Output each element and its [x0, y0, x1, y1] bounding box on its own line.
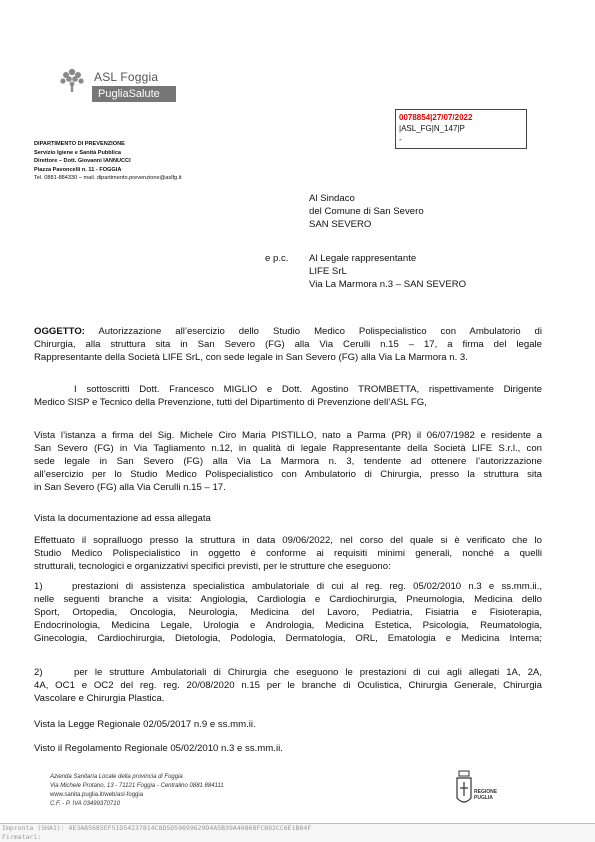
- text-line: per le strutture Ambulatoriali di Chirurgia che eseguono le prestazioni di cui agli allegati 1A, 2A,: [74, 667, 542, 678]
- director-name: Direttore – Dott. Giovanni IANNUCCI: [34, 158, 131, 165]
- region-line: REGIONE: [474, 789, 498, 795]
- subject-block: [34, 325, 542, 364]
- recipient-block: [309, 192, 424, 231]
- regione-puglia-label: [474, 789, 497, 801]
- imprint-hash: Impronta (SHA1): 4E3AB5685EF51D54237814C8D5D59699629D4A5B39A46868FCB92CC6E1B84F: [2, 824, 312, 832]
- text-line: Effettuato il sopralluogo presso la struttura in data 09/06/2022, nel corso del quale si è verificato che lo: [34, 535, 542, 546]
- text-line: Medico SISP e Tecnico della Prevenzione, tutti del Dipartimento di Prevenzione dell’ASL FG,: [34, 397, 427, 408]
- subject-line: Chirurgia, alla struttura sita in San Severo (FG) alla Via Cerulli n.15 – 17, a firma del legale: [34, 339, 542, 350]
- cc-block: [309, 252, 466, 291]
- text-line: Sport, Ortopedia, Oncologia, Neurologia, Medicina del Lavoro, Pediatria, Fisiatria e Fisioterapia,: [34, 607, 542, 618]
- cc-label: e p.c.: [265, 253, 289, 264]
- service-name: Servizio Igiene e Sanità Pubblica: [34, 149, 122, 156]
- department-name: DIPARTIMENTO DI PREVENZIONE: [34, 141, 125, 147]
- subject-line: Rappresentante della Società LIFE SrL, con sede legale in San Severo (FG) alla Via La Marmora n. 3.: [34, 352, 468, 363]
- list-item: [34, 580, 542, 645]
- regione-puglia-emblem-icon: [455, 770, 473, 810]
- cc-line: LIFE SrL: [309, 266, 347, 277]
- cc-line: Via La Marmora n.3 – SAN SEVERO: [309, 279, 467, 290]
- footer-website: www.sanita.puglia.it/web/asl-foggia: [50, 792, 144, 798]
- footer-address: [50, 773, 224, 809]
- department-contacts: Tel. 0881-884330 – mail. dipartimento.prevenzione@aslfg.it: [34, 175, 182, 182]
- asl-tree-logo-icon: [58, 66, 86, 94]
- text-line: all’esercizio per lo Studio Medico Polispecialistico con Ambulatorio di Chirurgia, presso la struttura sita: [34, 469, 542, 480]
- text-line: strutturali, tecnologici e organizzativi specifici previsti, per le strutture che eseguono:: [34, 561, 391, 572]
- footer-line: Via Michele Protano, 13 - 71121 Foggia - Centralino 0881 884111: [50, 783, 224, 789]
- protocol-number: 0078854|27/07/2022: [399, 113, 473, 122]
- subject-line: Autorizzazione all’esercizio dello Studio Medico Polispecialistico con Ambulatorio di: [85, 326, 542, 337]
- recipient-line: Al Sindaco: [309, 193, 355, 204]
- imprint-signers: Firmatari:: [2, 833, 42, 841]
- text-line: 4A, OC1 e OC2 del reg. reg. 20/08/2020 n.15 per le branche di Oculistica, Chirurgia Generale, Chirurgia: [34, 680, 542, 691]
- protocol-code: |ASL_FG|N_147|P: [399, 124, 465, 133]
- text-line: Vista l’istanza a firma del Sig. Michele Ciro Maria PISTILLO, nato a Parma (PR) il 06/07/1982 e residente a: [34, 430, 542, 441]
- digital-signature-imprint: [0, 823, 595, 842]
- list-item-number: 1): [34, 581, 43, 592]
- paragraph-regional-law: Vista la Legge Regionale 02/05/2017 n.9 e ss.mm.ii.: [34, 719, 256, 730]
- cc-line: Al Legale rappresentante: [309, 253, 417, 264]
- department-header: [34, 140, 181, 183]
- paragraph-inspection: [34, 534, 542, 573]
- footer-line: Azienda Sanitaria Locale della provincia di Foggia: [50, 774, 183, 780]
- paragraph-documentation: Vista la documentazione ad essa allegata: [34, 513, 211, 524]
- puglia-salute-badge: PugliaSalute: [92, 86, 176, 102]
- text-line: Ginecologia, Cardiochirurgia, Dietologia, Podologia, Dermatologia, ORL, Ematologia e Medicina Interna;: [34, 633, 542, 644]
- text-line: prestazioni di assistenza specialistica ambulatoriale di cui al reg. reg. 05/02/2010 n.3 e ss.mm.ii.,: [72, 581, 542, 592]
- text-line: Vascolare e Chirurgia Plastica.: [34, 693, 165, 704]
- region-line: PUGLIA: [474, 795, 493, 801]
- text-line: Endocrinologia, Medicina Legale, Urologia e Andrologia, Medicina Estetica, Psicologia, Reumatologia,: [34, 620, 542, 631]
- list-item-number: 2): [34, 667, 43, 678]
- asl-logo-text: ASL Foggia: [94, 70, 159, 84]
- list-item: [34, 666, 542, 705]
- text-line: Studio Medico Polispecialistico in oggetto è conforme ai requisiti minimi generali, nonché a quelli: [34, 548, 542, 559]
- recipient-line: SAN SEVERO: [309, 219, 372, 230]
- text-line: in San Severo (FG) alla Via Cerulli n.15 – 17.: [34, 482, 226, 493]
- text-line: sede legale in San Severo (FG) alla Via La Marmora n. 3, tendente ad ottenere l’autorizzazione: [34, 456, 542, 467]
- footer-line: C.F. - P. IVA 03499370710: [50, 801, 120, 807]
- department-address: Piazza Pavoncelli n. 11 - FOGGIA: [34, 166, 122, 173]
- paragraph-signatories: [34, 383, 542, 409]
- recipient-line: del Comune di San Severo: [309, 206, 424, 217]
- text-line: nelle seguenti branche a visita: Angiologia, Cardiologia e Cardiochirurgia, Pneumologia, Medicina dello: [34, 594, 542, 605]
- protocol-extra: -: [399, 135, 402, 144]
- subject-label: OGGETTO:: [34, 326, 85, 337]
- text-line: I sottoscritti Dott. Francesco MIGLIO e Dott. Agostino TROMBETTA, rispettivamente Dirigente: [74, 384, 542, 395]
- text-line: San Severo (FG) in Via Tagliamento n.12, in qualità di legale Rappresentante della Società LIFE S.r.l., con: [34, 443, 542, 454]
- paragraph-regulation: Visto il Regolamento Regionale 05/02/2010 n.3 e ss.mm.ii.: [34, 743, 283, 754]
- paragraph-application: [34, 429, 542, 494]
- protocol-stamp: [395, 109, 527, 149]
